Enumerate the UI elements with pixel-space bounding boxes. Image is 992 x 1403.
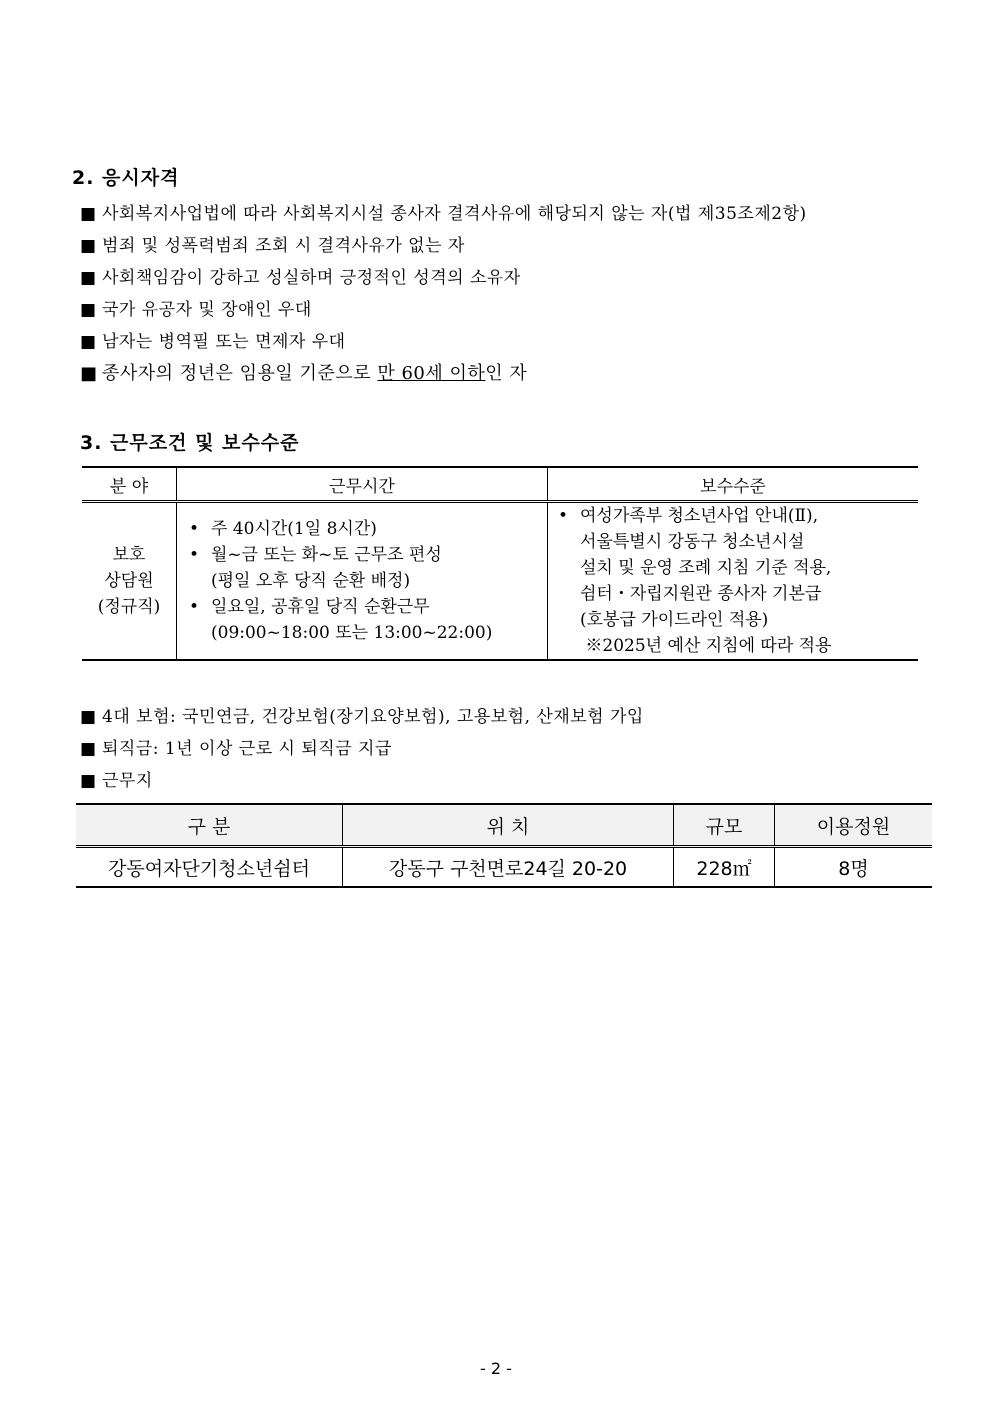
bullet-square-icon: ■ [80,300,97,320]
field-cell: 보호 상담원 (정규직) [82,502,177,661]
list-item-retirement-age: ■ 종사자의 정년은 임용일 기준으로 만 60세 이하인 자 [80,363,528,384]
table-row [76,847,932,888]
bullet-square-icon: ■ [80,236,97,256]
header-division: 구 분 [76,804,343,847]
bullet-square-icon: ■ [80,363,98,384]
header-capacity: 이용정원 [775,804,933,847]
header-size: 규모 [674,804,775,847]
facility-address: 강동구 구천면로24길 20-20 [343,847,674,888]
facility-capacity: 8명 [775,847,933,888]
list-item: ■ 사회책임감이 강하고 성실하며 긍정적인 성격의 소유자 [80,268,521,288]
list-item-severance: ■ 퇴직금: 1년 이상 근로 시 퇴직금 지급 [80,739,392,759]
list-item-insurance: ■ 4대 보험: 국민연금, 건강보험(장기요양보험), 고용보험, 산재보험 가입 [80,707,644,727]
page-number: - 2 - [480,1359,512,1378]
bullet-square-icon: ■ [80,707,97,727]
header-field: 분 야 [82,467,177,502]
section-3-title: 3. 근무조건 및 보수수준 [80,432,300,454]
list-item: ■ 사회복지사업법에 따라 사회복지시설 종사자 결격사유에 해당되지 않는 자(법 제35조제2항) [80,204,807,224]
bullet-square-icon: ■ [80,332,97,352]
bullet-square-icon: ■ [80,771,97,791]
underlined-age-limit: 만 60세 이하 [377,363,486,384]
bullet-square-icon: ■ [80,739,97,759]
list-item-workplace: ■ 근무지 [80,771,153,791]
pay-cell: • 여성가족부 청소년사업 안내(Ⅱ), 서울특별시 강동구 청소년시설 설치 및 운영 조례 지침 기준 적용, 쉼터・자립지원관 종사자 기본급 (호봉급 가이드라인 적용) ※2025년 예산 지침에 따라 적용 [548,502,919,661]
header-location: 위 치 [343,804,674,847]
list-item: ■ 국가 유공자 및 장애인 우대 [80,300,312,320]
facility-size: 228㎡ [674,847,775,888]
list-item: ■ 범죄 및 성폭력범죄 조회 시 결격사유가 없는 자 [80,236,465,256]
list-item: ■ 남자는 병역필 또는 면제자 우대 [80,332,346,352]
header-pay: 보수수준 [548,467,919,502]
work-conditions-table [82,466,918,661]
facility-name: 강동여자단기청소년쉼터 [76,847,343,888]
header-hours: 근무시간 [177,467,548,502]
bullet-square-icon: ■ [80,204,97,224]
bullet-square-icon: ■ [80,268,97,288]
section-2-title: 2. 응시자격 [72,167,180,189]
workplace-table [76,803,932,888]
hours-cell: • 주 40시간(1일 8시간) • 월~금 또는 화~토 근무조 편성 (평일 오후 당직 순환 배정) • 일요일, 공휴일 당직 순환근무 (09:00~18:00 또는 13:00~22:00) [177,502,548,661]
